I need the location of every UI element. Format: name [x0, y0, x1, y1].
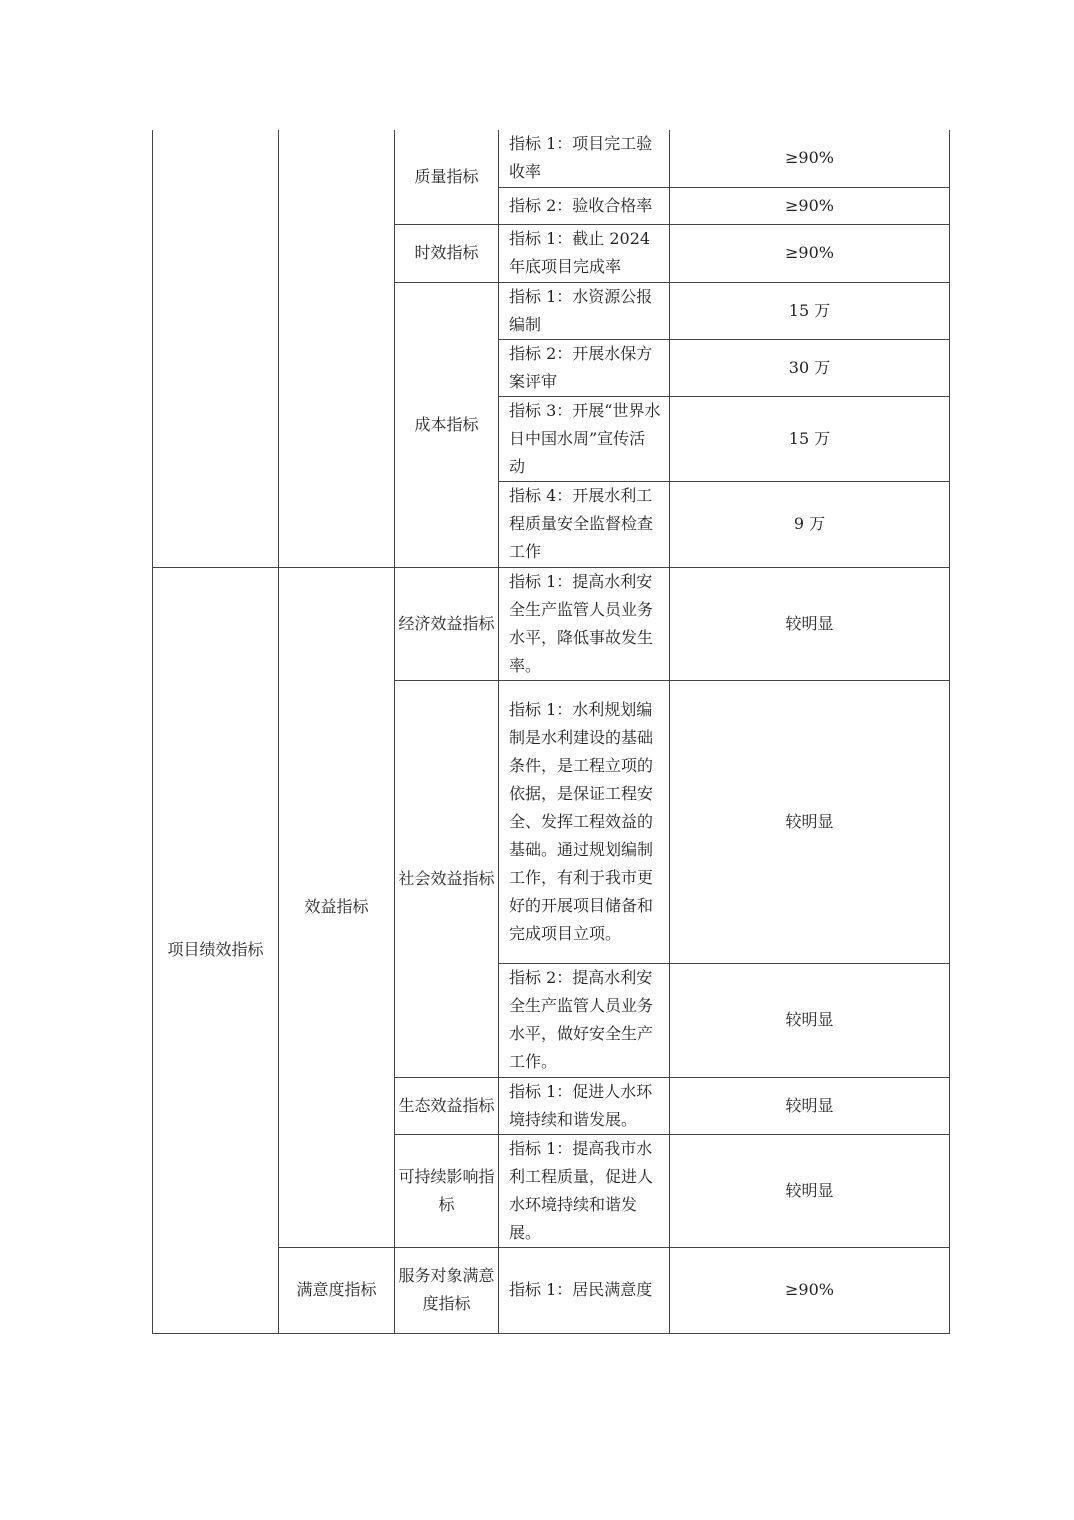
satisfaction-indicator-label: 满意度指标: [279, 1247, 395, 1333]
level1-cell-empty: [153, 130, 279, 567]
timeliness-indicator-label: 时效指标: [395, 224, 499, 282]
indicator-value: 较明显: [670, 680, 950, 963]
indicator-value: 15 万: [670, 282, 950, 339]
indicator-text: 指标 3：开展“世界水日中国水周”宣传活动: [499, 396, 670, 481]
indicator-value: 15 万: [670, 396, 950, 481]
indicator-text: 指标 1：项目完工验收率: [499, 130, 670, 187]
indicator-value: 较明显: [670, 1077, 950, 1134]
indicator-value: ≥90%: [670, 1247, 950, 1333]
indicator-text: 指标 2：开展水保方案评审: [499, 339, 670, 396]
indicator-text: 指标 1：提高我市水利工程质量，促进人水环境持续和谐发展。: [499, 1134, 670, 1247]
indicator-value: 30 万: [670, 339, 950, 396]
indicator-text: 指标 1：居民满意度: [499, 1247, 670, 1333]
indicator-value: ≥90%: [670, 130, 950, 187]
indicator-text: 指标 1：水资源公报编制: [499, 282, 670, 339]
indicator-text: 指标 4：开展水利工程质量安全监督检查工作: [499, 481, 670, 567]
table-row: [153, 567, 950, 680]
indicator-text: 指标 2：验收合格率: [499, 187, 670, 224]
sustainable-impact-label: 可持续影响指标: [395, 1134, 499, 1247]
quality-indicator-label: 质量指标: [395, 130, 499, 224]
indicator-value: 较明显: [670, 1134, 950, 1247]
indicator-text: 指标 1：提高水利安全生产监管人员业务水平，降低事故发生率。: [499, 567, 670, 680]
table-row: [153, 130, 950, 187]
cost-indicator-label: 成本指标: [395, 282, 499, 567]
indicator-value: 较明显: [670, 567, 950, 680]
indicator-value: ≥90%: [670, 224, 950, 282]
indicator-text: 指标 1：促进人水环境持续和谐发展。: [499, 1077, 670, 1134]
indicator-text: 指标 1：水利规划编制是水利建设的基础条件，是工程立项的依据，是保证工程安全、发挥工程效益的基础。通过规划编制工作，有利于我市更好的开展项目储备和完成项目立项。: [499, 680, 670, 963]
indicator-text: 指标 1：截止 2024 年底项目完成率: [499, 224, 670, 282]
economic-benefit-label: 经济效益指标: [395, 567, 499, 680]
service-satisfaction-label: 服务对象满意度指标: [395, 1247, 499, 1333]
performance-indicator-table: [152, 130, 950, 1334]
indicator-text: 指标 2：提高水利安全生产监管人员业务水平，做好安全生产工作。: [499, 963, 670, 1077]
level2-cell-empty: [279, 130, 395, 567]
indicator-value: 较明显: [670, 963, 950, 1077]
ecological-benefit-label: 生态效益指标: [395, 1077, 499, 1134]
benefit-indicator-label: 效益指标: [279, 567, 395, 1247]
indicator-value: ≥90%: [670, 187, 950, 224]
indicator-value: 9 万: [670, 481, 950, 567]
performance-indicator-label: 项目绩效指标: [153, 567, 279, 1333]
social-benefit-label: 社会效益指标: [395, 680, 499, 1077]
